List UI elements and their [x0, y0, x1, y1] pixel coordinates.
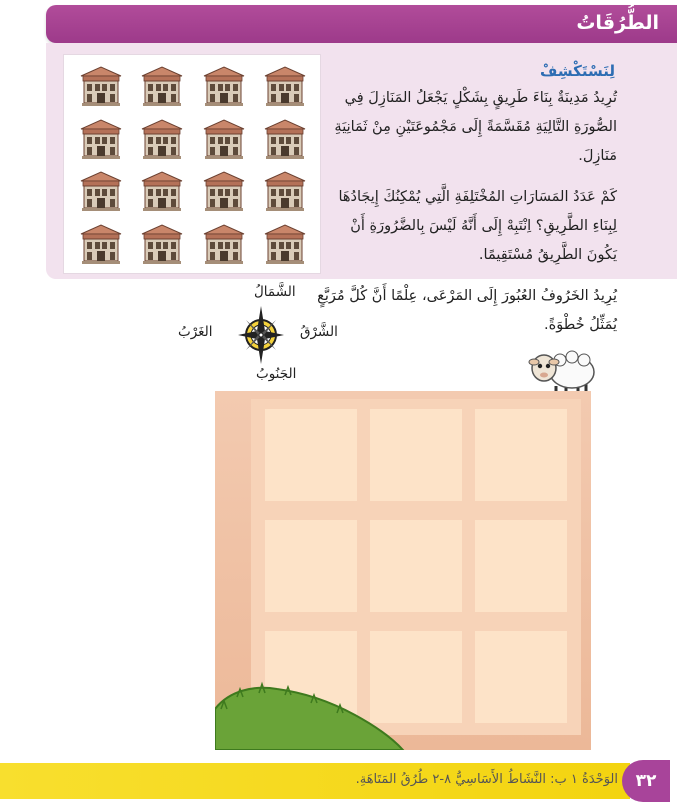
compass: [172, 282, 346, 386]
compass-rose-icon: [236, 304, 286, 366]
house-icon: [193, 112, 255, 165]
house-icon: [193, 59, 255, 112]
grid-cell: [475, 631, 567, 723]
pasture-grid-drawing: [215, 391, 591, 750]
footer-band: [0, 763, 630, 799]
house-icon: [70, 59, 132, 112]
compass-north-label: الشَّمَالُ: [254, 284, 296, 300]
house-icon: [70, 164, 132, 217]
grid-cell: [370, 409, 462, 501]
house-icon: [255, 164, 317, 217]
grid-cell: [475, 409, 567, 501]
compass-east-label: الشَّرْقُ: [300, 324, 338, 340]
house-icon: [132, 112, 194, 165]
page-number: ٣٢: [622, 760, 670, 802]
task-paragraph: يُرِيدُ الخَرُوفُ العُبُورَ إِلَى المَرْعَى، عِلْمًا أَنَّ كُلَّ مُرَبَّعٍ يُمَثِّلُ خُطْوَةً.: [317, 288, 617, 333]
house-icon: [132, 217, 194, 270]
grid-cell: [265, 520, 357, 612]
grid-cell: [475, 520, 567, 612]
compass-south-label: الجَنُوبُ: [256, 366, 297, 382]
house-icon: [193, 164, 255, 217]
grid-cell: [265, 409, 357, 501]
houses-illustration: [63, 54, 321, 274]
house-icon: [193, 217, 255, 270]
house-icon: [70, 217, 132, 270]
houses-grid: [70, 59, 316, 269]
lesson-header: [46, 5, 677, 43]
house-icon: [255, 59, 317, 112]
compass-west-label: الغَرْبُ: [178, 324, 213, 340]
house-icon: [132, 59, 194, 112]
grid-cell: [370, 520, 462, 612]
house-icon: [255, 217, 317, 270]
explore-paragraph-2: كَمْ عَدَدُ المَسَارَاتِ المُخْتَلِفَةِ الَّتِي يُمْكِنُكَ إِيجَادُهَا لِبِنَاءِ الطَّرِيقِ؟ اِنْتَبِهْ إِلَى أَنَّهُ لَيْسَ بِالضَّرُورَةِ أَنْ يَكُونَ الطَّرِيقُ مُسْتَقِيمًا.: [338, 189, 617, 263]
footer-unit-text: الوَحْدَةُ ١ ب: النَّشَاطُ الأَسَاسِيُّ ٨-٢ طُرُقُ المَتَاهَةِ.: [355, 772, 618, 787]
pasture-grid: [215, 391, 591, 750]
house-icon: [70, 112, 132, 165]
grid-cells: [265, 409, 567, 723]
house-icon: [255, 112, 317, 165]
lesson-title: الطُّرُقَاتُ: [576, 12, 659, 34]
house-icon: [132, 164, 194, 217]
grid-cell: [370, 631, 462, 723]
explore-paragraph-1: تُرِيدُ مَدِينَةٌ بِنَاءَ طَرِيقٍ بِشَكْلٍ يَجْعَلُ المَنَازِلَ فِي الصُّورَةِ التَّالِيَةِ مُقَسَّمَةً إِلَى مَجْمُوعَتَيْنِ مِنْ ثَمَانِيَةِ مَنَازِلَ.: [334, 90, 617, 164]
explore-heading: لِنَسْتَكْشِفْ: [540, 62, 615, 80]
